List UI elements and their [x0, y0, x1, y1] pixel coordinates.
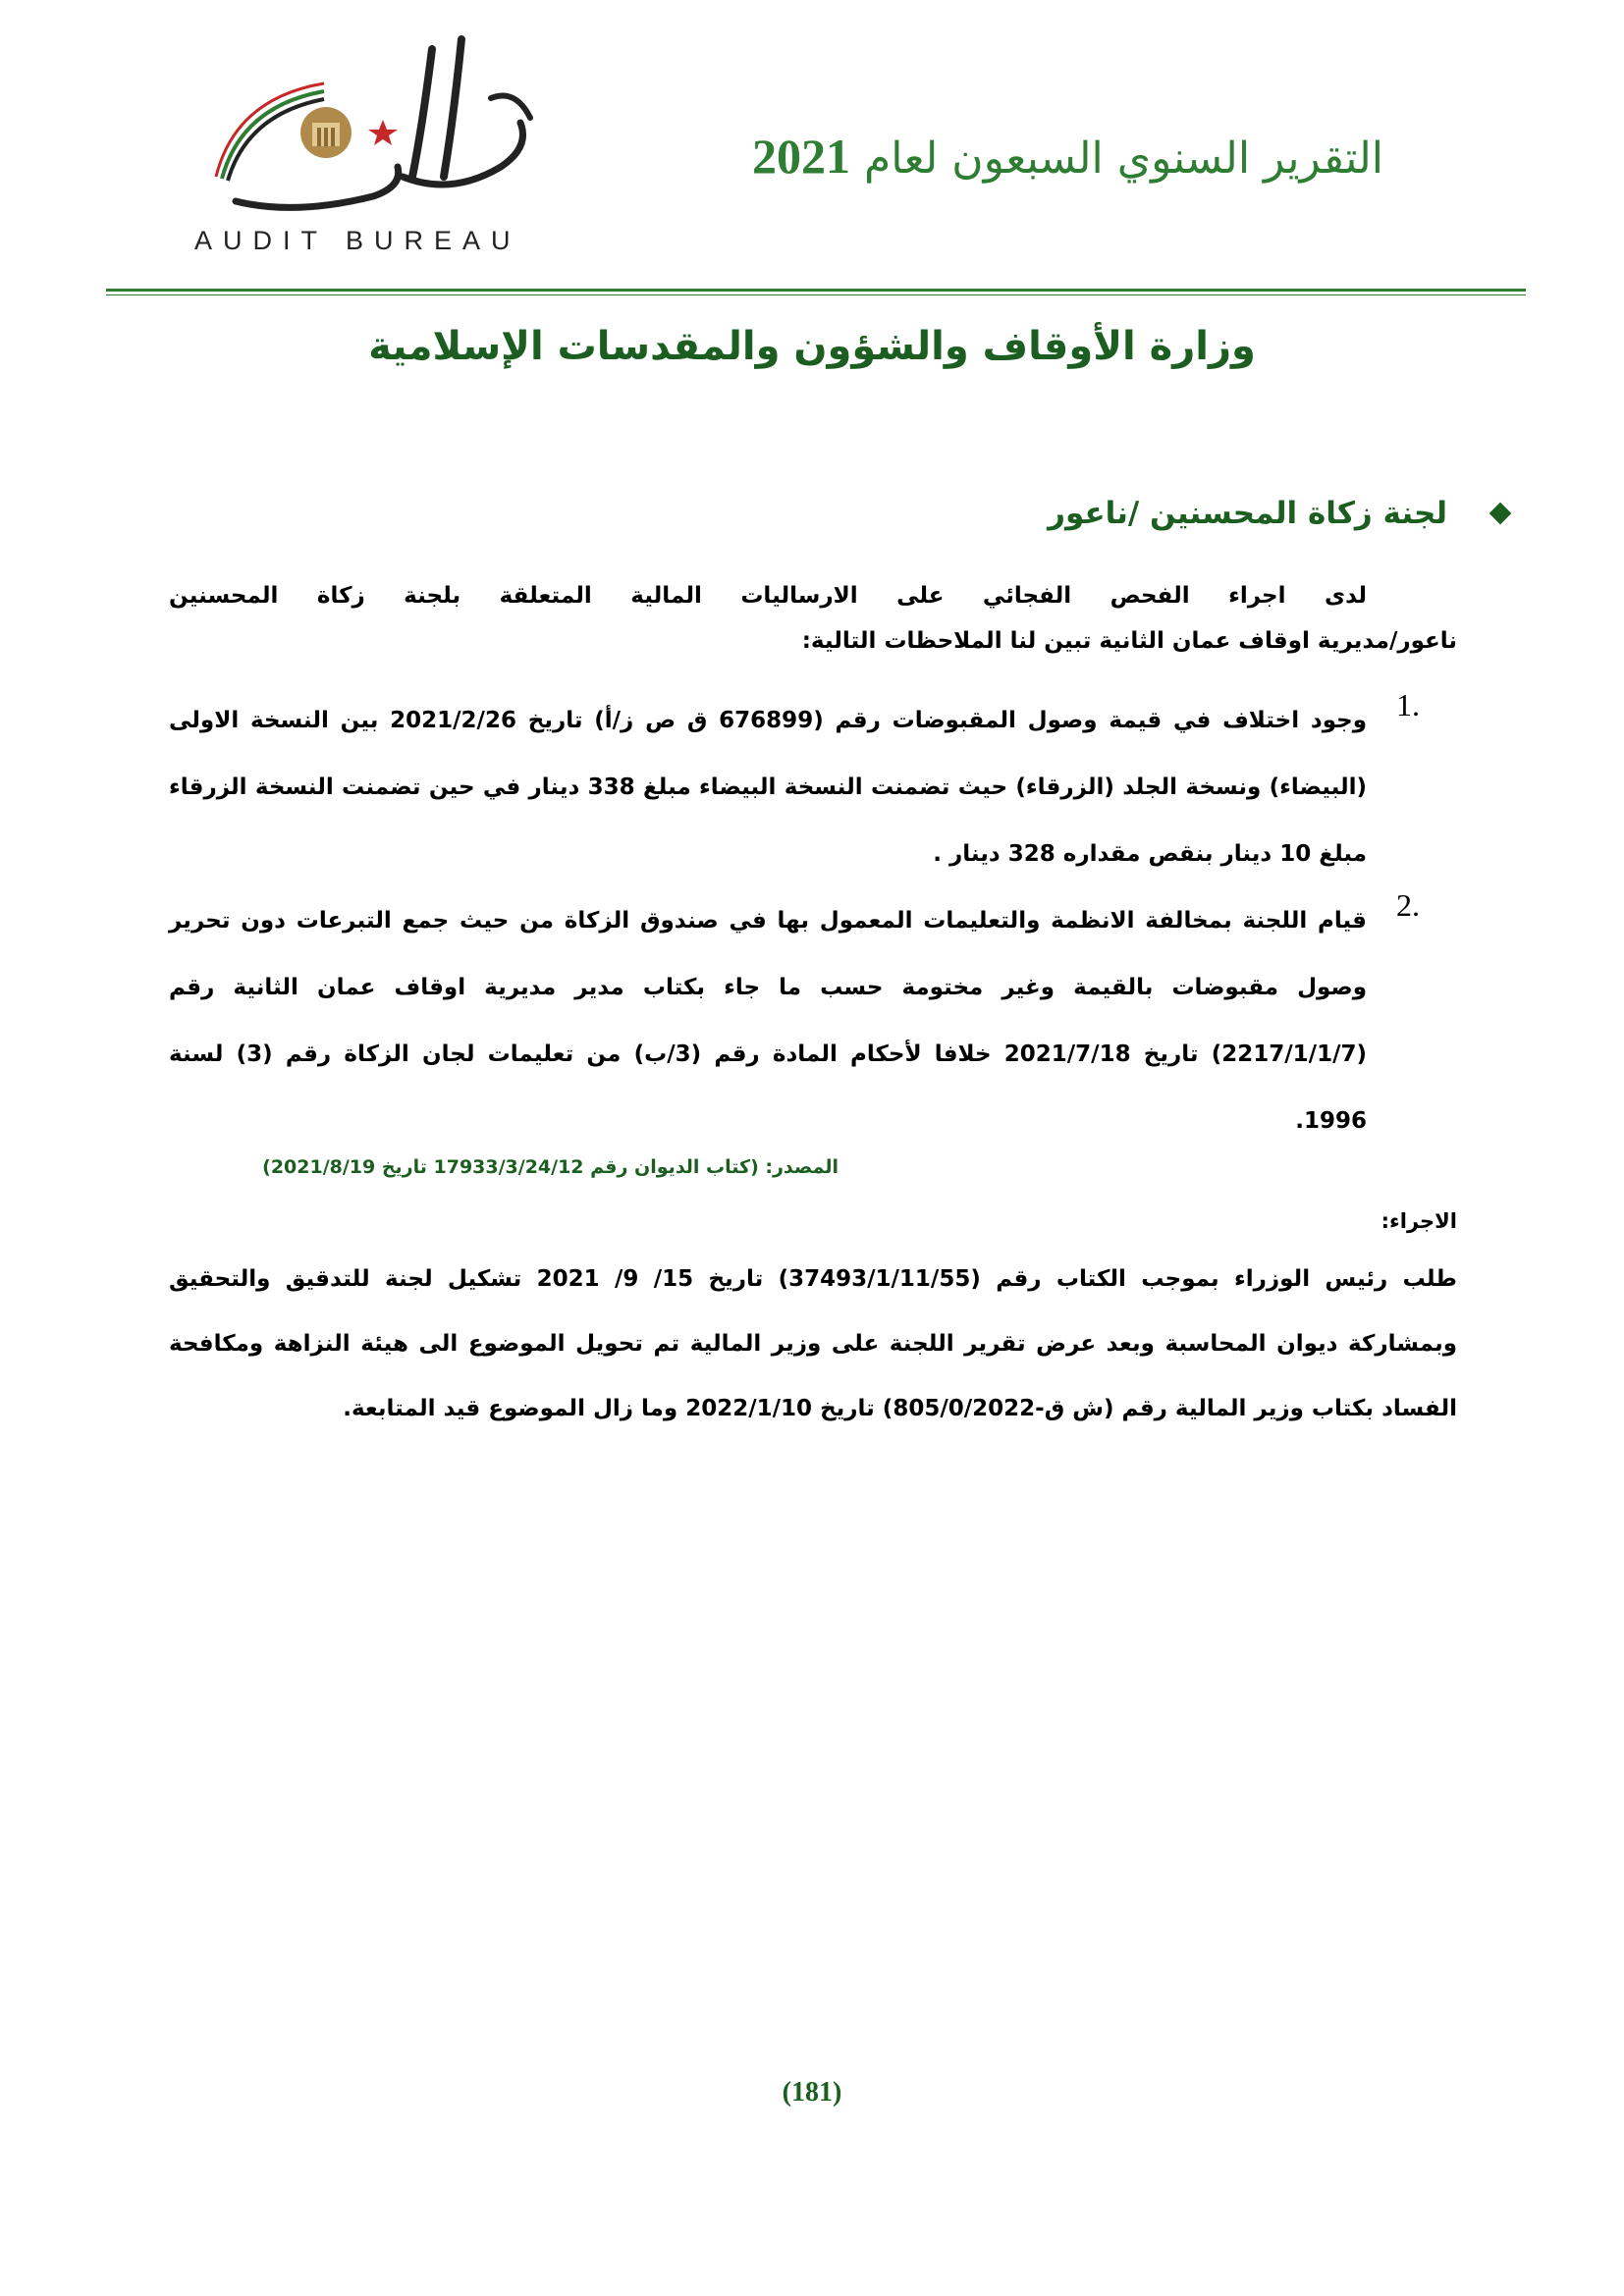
- intro-paragraph-continued: ناعور/مديرية اوقاف عمان الثانية تبين لنا الملاحظات التالية:: [801, 628, 1457, 654]
- action-text: طلب رئيس الوزراء بموجب الكتاب رقم (37493/1/11/55) تاريخ 15/ 9/ 2021 تشكيل لجنة للتدقيق والتحقيق وبمشاركة ديوان المحاسبة وبعد عرض تقرير اللجنة على وزير المالية تم تحويل الموضوع الى هيئة النزاهة ومكافحة الفساد بكتاب وزير المالية رقم (ش ق-805/0/2022) تاريخ 2022/1/10 وما زال الموضوع قيد المتابعة.: [169, 1266, 1457, 1421]
- item-number: 2.: [1396, 887, 1420, 923]
- header-divider: [106, 289, 1526, 292]
- page-number: (181): [782, 2077, 842, 2108]
- observations-list: [169, 687, 1455, 1154]
- intro-paragraph: لدى اجراء الفحص الفجائي على الارساليات المالية المتعلقة بلجنة زكاة المحسنين: [169, 583, 1367, 609]
- ministry-title: وزارة الأوقاف والشؤون والمقدسات الإسلامية: [368, 324, 1256, 369]
- audit-bureau-logo: [177, 29, 560, 260]
- item-text: وجود اختلاف في قيمة وصول المقبوضات رقم (676899 ق ص ز/أ) تاريخ 2021/2/26 بين النسخة الاولى (البيضاء) ونسخة الجلد (الزرقاء) حيث تضمنت النسخة البيضاء مبلغ 338 دينار في حين تضمنت النسخة الزرقاء مبلغ 10 دينار بنقص مقداره 328 دينار .: [169, 708, 1368, 867]
- section-title: لجنة زكاة المحسنين /ناعور: [1048, 496, 1447, 531]
- logo-emblem: [177, 29, 560, 226]
- list-item: [169, 887, 1455, 1154]
- report-title: [752, 128, 1383, 185]
- list-item: [169, 687, 1455, 887]
- header-divider-thin: [106, 294, 1526, 295]
- action-label: الاجراء:: [1380, 1209, 1457, 1233]
- source-note: المصدر: (كتاب الديوان رقم 17933/3/24/12 تاريخ 2021/8/19): [262, 1156, 839, 1178]
- report-title-text: التقرير السنوي السبعون لعام: [864, 133, 1383, 184]
- logo-text: AUDIT BUREAU: [194, 226, 521, 255]
- item-number: 1.: [1396, 687, 1420, 722]
- item-text: قيام اللجنة بمخالفة الانظمة والتعليمات المعمول بها في صندوق الزكاة من حيث جمع التبرعات دون تحرير وصول مقبوضات بالقيمة وغير مختومة حسب ما جاء بكتاب مدير مديرية اوقاف عمان الثانية رقم (2217/1/1/7) تاريخ 2021/7/18 خلافا لأحكام المادة رقم (3/ب) من تعليمات لجان الزكاة رقم (3) لسنة 1996.: [169, 908, 1367, 1134]
- section-heading: [1048, 496, 1508, 531]
- report-year: 2021: [752, 129, 851, 184]
- diamond-icon: [1489, 503, 1512, 525]
